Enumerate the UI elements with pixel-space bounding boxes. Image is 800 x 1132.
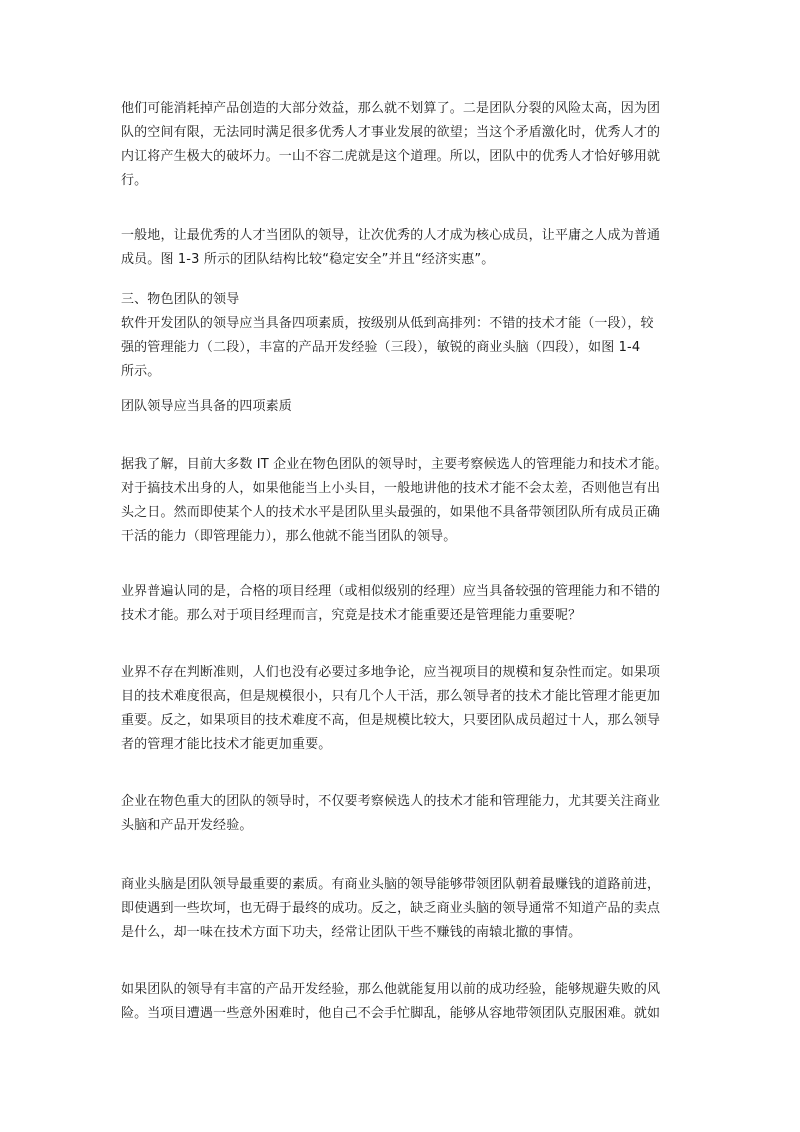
text-line: 即使遇到一些坎坷，也无碍于最终的成功。反之，缺乏商业头脑的领导通常不知道产品的卖点 (121, 901, 661, 916)
paragraph-business-sense (121, 873, 681, 945)
text-line: 险。当项目遭遇一些意外困难时，他自己不会手忙脚乱，能够从容地带领团队克服困难。就如 (121, 1006, 661, 1021)
figure-caption (121, 395, 681, 419)
paragraph-project-manager (121, 580, 681, 628)
text-line: 业界普遍认同的是，合格的项目经理（或相似级别的经理）应当具备较强的管理能力和不错的 (121, 584, 661, 599)
text-line: 目的技术难度很高，但是规模很小，只有几个人干活，那么领导者的技术才能比管理才能更加 (121, 689, 661, 704)
paragraph-scale-complexity (121, 661, 681, 757)
paragraph-major-team (121, 790, 681, 838)
text-line: 强的管理能力（二段），丰富的产品开发经验（三段），敏锐的商业头脑（四段），如图 1-4 (121, 340, 641, 355)
text-line: 企业在物色重大的团队的领导时，不仅要考察候选人的技术才能和管理能力，尤其要关注商业 (121, 794, 661, 809)
text-line: 他们可能消耗掉产品创造的大部分效益，那么就不划算了。二是团队分裂的风险太高，因为团 (121, 101, 661, 116)
text-line: 重要。反之，如果项目的技术难度不高，但是规模比较大，只要团队成员超过十人，那么领导 (121, 713, 661, 728)
text-line: 技术才能。那么对于项目经理而言，究竟是技术才能重要还是管理能力重要呢？ (121, 608, 582, 623)
text-line: 对于搞技术出身的人，如果他能当上小头目，一般地讲他的技术才能不会太差，否则他岂有出 (121, 481, 661, 496)
paragraph-product-experience (121, 978, 681, 1026)
text-line: 商业头脑是团队领导最重要的素质。有商业头脑的领导能够带领团队朝着最赚钱的道路前进， (121, 877, 661, 892)
paragraph-team-structure (121, 224, 681, 272)
text-line: 队的空间有限，无法同时满足很多优秀人才事业发展的欲望；当这个矛盾激化时，优秀人才的 (121, 125, 661, 140)
text-line: 如果团队的领导有丰富的产品开发经验，那么他就能复用以前的成功经验，能够规避失败的风 (121, 982, 661, 997)
text-line: 成员。图 1-3 所示的团队结构比较“稳定安全”并且“经济实惠”。 (121, 252, 495, 267)
paragraph-section-leader (121, 288, 681, 384)
text-line: 一般地，让最优秀的人才当团队的领导，让次优秀的人才成为核心成员，让平庸之人成为普通 (121, 228, 661, 243)
paragraph-it-enterprise (121, 453, 681, 549)
text-line: 头之日。然而即使某个人的技术水平是团队里头最强的，如果他不具备带领团队所有成员正确 (121, 505, 661, 520)
caption-line: 团队领导应当具备的四项素质 (121, 399, 292, 414)
text-line: 行。 (121, 173, 148, 188)
section-heading: 三、物色团队的领导 (121, 292, 240, 307)
text-line: 业界不存在判断准则，人们也没有必要过多地争论，应当视项目的规模和复杂性而定。如果项 (121, 665, 661, 680)
text-line: 据我了解，目前大多数 IT 企业在物色团队的领导时，主要考察候选人的管理能力和技术才能。 (121, 457, 668, 472)
text-line: 是什么，却一味在技术方面下功夫，经常让团队干些不赚钱的南辕北撤的事情。 (121, 925, 582, 940)
text-line: 软件开发团队的领导应当具备四项素质，按级别从低到高排列：不错的技术才能（一段），较 (121, 316, 654, 331)
paragraph-team-risk (121, 97, 681, 193)
text-line: 头脑和产品开发经验。 (121, 818, 253, 833)
text-line: 者的管理才能比技术才能更加重要。 (121, 737, 332, 752)
text-line: 所示。 (121, 364, 161, 379)
text-line: 内讧将产生极大的破坏力。一山不容二虎就是这个道理。所以，团队中的优秀人才恰好够用就 (121, 149, 661, 164)
text-line: 干活的能力（即管理能力），那么他就不能当团队的领导。 (121, 529, 457, 544)
